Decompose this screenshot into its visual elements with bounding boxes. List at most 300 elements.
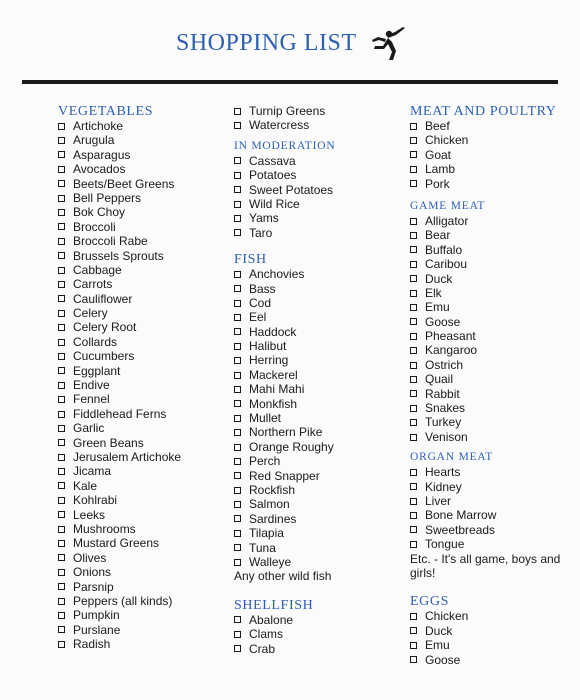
item-label: Pumpkin [73,608,120,623]
list-item [410,609,570,623]
checkbox[interactable] [58,382,65,389]
list-item [410,133,570,147]
item-label: Sweet Potatoes [249,182,334,197]
item-label: Cod [249,295,272,310]
item-label: Elk [425,285,442,300]
checkbox[interactable] [410,642,417,649]
checkbox[interactable] [58,554,65,561]
list-item [234,197,404,211]
checkbox[interactable] [234,530,241,537]
item-label: Crab [249,641,276,656]
list-item [234,211,404,225]
checkbox[interactable] [410,166,417,173]
list-item [58,133,218,147]
item-label: Wild Rice [249,196,300,211]
list-item [234,382,404,396]
item-label: Broccoli [73,219,116,234]
item-label: Caribou [425,257,468,272]
checkbox[interactable] [234,186,241,193]
list-item [410,638,570,652]
column-2 [234,104,404,656]
item-label: Watercress [249,118,310,133]
item-label: Anchovies [249,267,305,282]
list-item [58,493,218,507]
checkbox[interactable] [234,645,241,652]
list-item [410,372,570,386]
checkbox[interactable] [410,261,417,268]
list-item [410,494,570,508]
item-label: Duck [425,623,453,638]
checkbox[interactable] [58,583,65,590]
list-item [234,296,404,310]
checkbox[interactable] [58,223,65,230]
checkbox[interactable] [58,281,65,288]
checkbox[interactable] [410,123,417,130]
list-item [58,191,218,205]
item-label: Orange Roughy [249,439,334,454]
item-label: Goose [425,314,461,329]
item-label: Kidney [425,479,462,494]
item-label: Eggplant [73,363,121,378]
item-label: Mustard Greens [73,536,160,551]
list-item [234,118,404,132]
item-label: Northern Pike [249,425,323,440]
checkbox[interactable] [234,487,241,494]
list-item [410,119,570,133]
meat-and-poultry-list [410,119,570,191]
list-item [58,249,218,263]
item-label: Goat [425,147,452,162]
checkbox[interactable] [234,108,241,115]
item-label: Bok Choy [73,205,126,220]
section-heading-meat-and-poultry: MEAT AND POULTRY [410,104,557,119]
shellfish-list [234,613,404,656]
column-3 [410,104,570,667]
item-label: Parsnip [73,579,114,594]
list-item [58,637,218,651]
checkbox[interactable] [234,300,241,307]
item-label: Eel [249,310,267,325]
checkbox[interactable] [58,540,65,547]
list-item [234,555,404,569]
checkbox[interactable] [410,483,417,490]
checkbox[interactable] [58,310,65,317]
item-label: Green Beans [73,435,144,450]
checkbox[interactable] [410,318,417,325]
list-item [58,335,218,349]
item-label: Mackerel [249,367,298,382]
item-label: Lamb [425,162,456,177]
checkbox[interactable] [234,229,241,236]
item-label: Sardines [249,511,297,526]
item-label: Tilapia [249,526,284,541]
list-item [410,537,570,551]
vegetables-list [58,119,218,651]
checkbox[interactable] [58,151,65,158]
list-item [410,430,570,444]
list-item [58,608,218,622]
list-item [234,512,404,526]
checkbox[interactable] [234,544,241,551]
checkbox[interactable] [410,290,417,297]
list-item [234,440,404,454]
item-label: Asparagus [73,147,131,162]
list-item [58,508,218,522]
checkbox[interactable] [410,469,417,476]
organ-meat-list [410,465,570,551]
checkbox[interactable] [410,376,417,383]
checkbox[interactable] [234,357,241,364]
header-divider [22,80,558,84]
list-item [410,523,570,537]
list-item [58,349,218,363]
list-item [410,480,570,494]
list-item [234,397,404,411]
list-item [234,642,404,656]
item-label: Mahi Mahi [249,382,305,397]
item-label: Abalone [249,612,294,627]
item-label: Cauliflower [73,291,133,306]
item-label: Endive [73,378,110,393]
list-item [410,148,570,162]
item-label: Yams [249,211,279,226]
checkbox[interactable] [58,295,65,302]
list-item [410,214,570,228]
item-label: Salmon [249,497,290,512]
fish-note: Any other wild fish [234,569,332,584]
checkbox[interactable] [410,151,417,158]
item-label: Avocados [73,162,126,177]
item-label: Bone Marrow [425,508,497,523]
checkbox[interactable] [410,498,417,505]
list-item [410,228,570,242]
list-item [58,436,218,450]
list-item [58,623,218,637]
list-item [410,243,570,257]
checkbox[interactable] [58,526,65,533]
item-label: Bass [249,281,276,296]
list-item [410,653,570,667]
item-label: Liver [425,493,452,508]
checkbox[interactable] [410,526,417,533]
checkbox[interactable] [234,172,241,179]
list-item [58,392,218,406]
list-item [234,541,404,555]
list-item [58,407,218,421]
item-label: Turnip Greens [249,104,326,118]
checkbox[interactable] [58,598,65,605]
list-item [410,162,570,176]
section-heading-game-meat: GAME MEAT [410,199,486,212]
list-item [58,450,218,464]
list-item [234,526,404,540]
checkbox[interactable] [234,201,241,208]
list-item [234,353,404,367]
item-label: Bear [425,228,451,243]
checkbox[interactable] [58,339,65,346]
running-figure-icon [366,26,406,62]
checkbox[interactable] [234,215,241,222]
page-title: SHOPPING LIST [176,30,357,56]
list-item [410,343,570,357]
item-label: Peppers (all kinds) [73,593,173,608]
list-item [410,624,570,638]
checkbox[interactable] [410,419,417,426]
item-label: Kohlrabi [73,493,118,508]
item-label: Jicama [73,464,112,479]
list-item [58,594,218,608]
checkbox[interactable] [58,425,65,432]
item-label: Leeks [73,507,106,522]
checkbox[interactable] [58,482,65,489]
checkbox[interactable] [58,180,65,187]
checkbox[interactable] [58,367,65,374]
list-item [58,464,218,478]
checkbox[interactable] [234,429,241,436]
list-item [410,329,570,343]
checkbox[interactable] [410,613,417,620]
item-label: Bell Peppers [73,190,142,205]
list-item [234,183,404,197]
checkbox[interactable] [410,541,417,548]
list-item [234,154,404,168]
checkbox[interactable] [410,218,417,225]
list-item [234,282,404,296]
section-heading-vegetables: VEGETABLES [58,104,154,119]
list-item [410,387,570,401]
checkbox[interactable] [410,137,417,144]
item-label: Emu [425,638,450,653]
item-label: Walleye [249,554,292,569]
list-item [234,411,404,425]
item-label: Brussels Sprouts [73,248,164,263]
checkbox[interactable] [410,333,417,340]
checkbox[interactable] [234,314,241,321]
checkbox[interactable] [234,515,241,522]
checkbox[interactable] [234,386,241,393]
checkbox[interactable] [410,390,417,397]
item-label: Taro [249,225,273,240]
item-label: Kangaroo [425,343,478,358]
checkbox[interactable] [410,347,417,354]
item-label: Radish [73,637,111,652]
item-label: Alligator [425,213,469,228]
item-label: Fennel [73,392,110,407]
list-item [234,368,404,382]
checkbox[interactable] [410,180,417,187]
list-item [234,469,404,483]
list-item [58,162,218,176]
checkbox[interactable] [58,123,65,130]
list-item [410,286,570,300]
checkbox[interactable] [234,157,241,164]
item-label: Beets/Beet Greens [73,176,175,191]
item-label: Cassava [249,153,296,168]
list-item [58,551,218,565]
item-label: Rabbit [425,386,460,401]
item-label: Jerusalem Artichoke [73,449,182,464]
item-label: Monkfish [249,396,298,411]
item-label: Clams [249,627,284,642]
list-item [234,339,404,353]
item-label: Quail [425,372,454,387]
checkbox[interactable] [410,405,417,412]
list-item [58,565,218,579]
checkbox[interactable] [58,267,65,274]
checkbox[interactable] [410,246,417,253]
checkbox[interactable] [58,569,65,576]
checkbox[interactable] [234,559,241,566]
checkbox[interactable] [234,122,241,129]
item-label: Kale [73,478,98,493]
checkbox[interactable] [58,396,65,403]
list-item [234,454,404,468]
item-label: Buffalo [425,242,463,257]
list-item [410,358,570,372]
list-item [410,257,570,271]
list-item [58,292,218,306]
checkbox[interactable] [410,627,417,634]
checkbox[interactable] [234,271,241,278]
item-label: Olives [73,550,107,565]
checkbox[interactable] [234,472,241,479]
item-label: Venison [425,429,468,444]
item-label: Tuna [249,540,276,555]
checkbox[interactable] [410,362,417,369]
list-item [58,220,218,234]
item-label: Fiddlehead Ferns [73,406,167,421]
checkbox[interactable] [234,616,241,623]
checkbox[interactable] [410,304,417,311]
checkbox[interactable] [410,512,417,519]
checkbox[interactable] [234,631,241,638]
checkbox[interactable] [234,328,241,335]
item-label: Cabbage [73,262,122,277]
item-label: Potatoes [249,168,297,183]
item-label: Duck [425,271,453,286]
list-item [234,226,404,240]
list-item [234,267,404,281]
item-label: Purslane [73,622,121,637]
checkbox[interactable] [410,275,417,282]
checkbox[interactable] [58,137,65,144]
checkbox[interactable] [58,612,65,619]
checkbox[interactable] [234,285,241,292]
checkbox[interactable] [234,400,241,407]
checkbox[interactable] [58,195,65,202]
list-item [410,315,570,329]
list-item [410,300,570,314]
item-label: Chicken [425,609,469,624]
item-label: Artichoke [73,119,124,133]
list-item [410,508,570,522]
checkbox[interactable] [58,641,65,648]
item-label: Mushrooms [73,521,136,536]
item-label: Halibut [249,339,287,354]
checkbox[interactable] [58,439,65,446]
item-label: Hearts [425,465,461,480]
list-item [58,421,218,435]
checkbox[interactable] [58,511,65,518]
list-item [58,536,218,550]
checkbox[interactable] [58,252,65,259]
item-label: Pheasant [425,329,476,344]
item-label: Broccoli Rabe [73,234,148,249]
game-meat-list [410,214,570,444]
list-item [58,378,218,392]
list-item [234,325,404,339]
checkbox[interactable] [58,497,65,504]
checkbox[interactable] [410,232,417,239]
list-item [234,425,404,439]
section-heading-fish: FISH [234,252,267,268]
checkbox[interactable] [234,372,241,379]
item-label: Onions [73,565,112,580]
checkbox[interactable] [58,353,65,360]
list-item [58,479,218,493]
item-label: Emu [425,300,450,315]
item-label: Collards [73,334,118,349]
list-item [410,177,570,191]
checkbox[interactable] [58,209,65,216]
item-label: Snakes [425,401,466,416]
item-label: Celery Root [73,320,137,335]
list-item [234,497,404,511]
item-label: Rockfish [249,482,296,497]
list-item [234,168,404,182]
list-item [58,320,218,334]
list-item [410,272,570,286]
item-label: Arugula [73,133,115,148]
list-item [58,234,218,248]
list-item [58,277,218,291]
vegetables-list-continued [234,104,404,133]
checkbox[interactable] [58,238,65,245]
list-item [58,306,218,320]
checkbox[interactable] [234,415,241,422]
checkbox[interactable] [58,324,65,331]
checkbox[interactable] [234,343,241,350]
checkbox[interactable] [234,458,241,465]
item-label: Goose [425,652,461,667]
item-label: Ostrich [425,357,464,372]
item-label: Carrots [73,277,113,292]
checkbox[interactable] [410,434,417,441]
eggs-list [410,609,570,667]
list-item [234,613,404,627]
section-heading-organ-meat: ORGAN MEAT [410,451,494,464]
checkbox[interactable] [58,626,65,633]
section-heading-in-moderation: IN MODERATION [234,139,336,152]
checkbox[interactable] [58,166,65,173]
section-heading-shellfish: SHELLFISH [234,597,314,613]
checkbox[interactable] [58,454,65,461]
checkbox[interactable] [58,468,65,475]
item-label: Chicken [425,133,469,148]
item-label: Celery [73,306,108,321]
list-item [58,263,218,277]
item-label: Sweetbreads [425,522,496,537]
in-moderation-list [234,154,404,240]
checkbox[interactable] [58,411,65,418]
item-label: Pork [425,176,450,191]
list-item [58,148,218,162]
item-label: Perch [249,454,281,469]
checkbox[interactable] [234,444,241,451]
checkbox[interactable] [234,501,241,508]
checkbox[interactable] [410,656,417,663]
fish-list [234,267,404,569]
